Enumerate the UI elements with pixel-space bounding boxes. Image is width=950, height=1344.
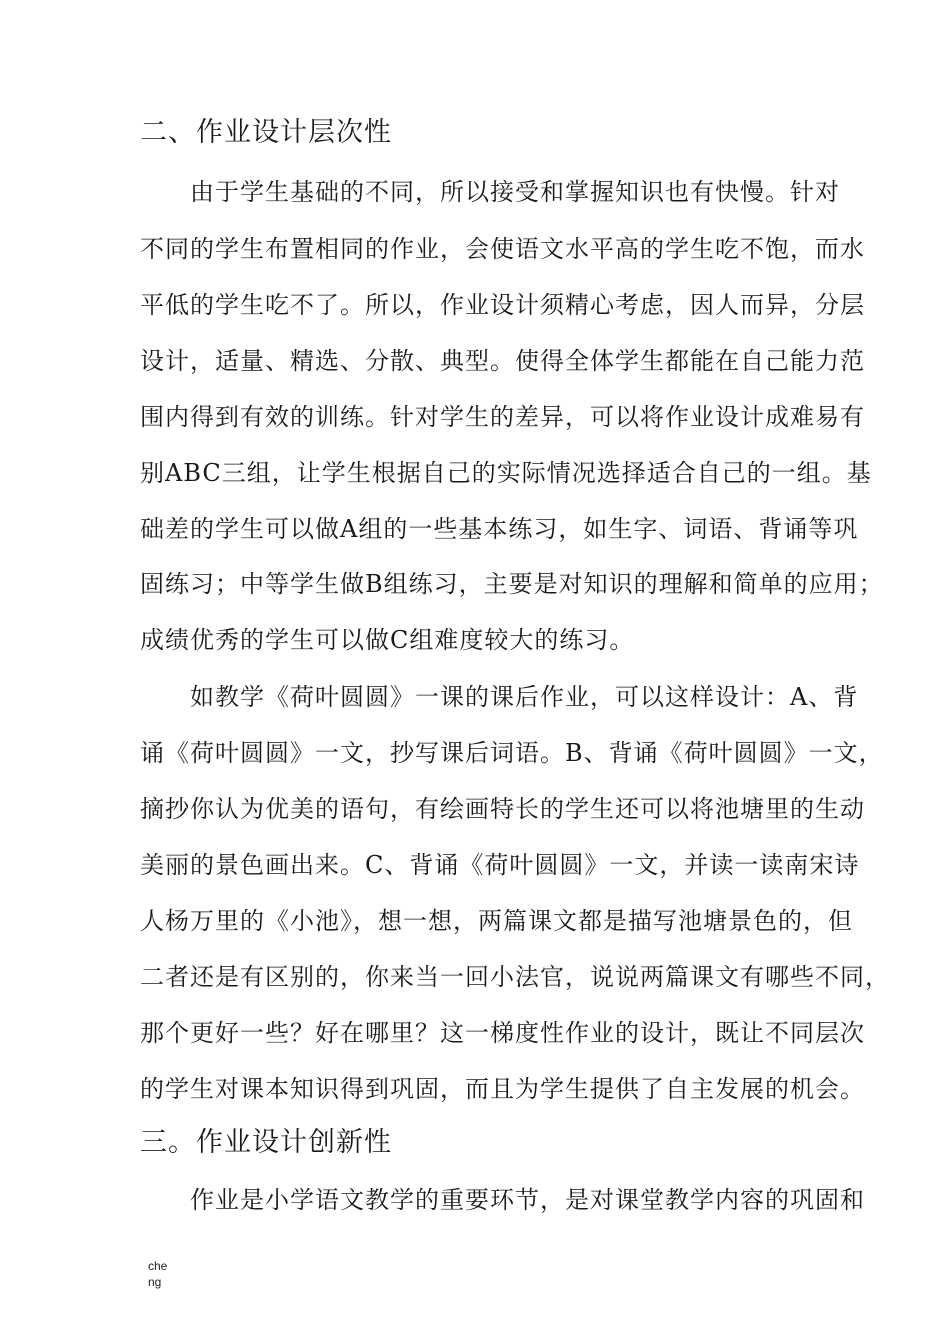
section-3-heading: 三。作业设计创新性 [140, 1127, 392, 1158]
paragraph-line: 的学生对课本知识得到巩固，而且为学生提供了自主发展的机会。 [140, 1075, 865, 1103]
paragraph-line: 设计，适量、精选、分散、典型。使得全体学生都能在自己能力范 [140, 347, 865, 375]
paragraph-line: 二者还是有区别的，你来当一回小法官，说说两篇课文有哪些不同， [140, 963, 890, 991]
paragraph-line: 成绩优秀的学生可以做C组难度较大的练习。 [140, 626, 635, 654]
paragraph-line: 础差的学生可以做A组的一些基本练习，如生字、词语、背诵等巩 [140, 515, 859, 543]
paragraph-line: 围内得到有效的训练。针对学生的差异，可以将作业设计成难易有 [140, 403, 865, 431]
paragraph-line: 平低的学生吃不了。所以，作业设计须精心考虑，因人而异，分层 [140, 291, 865, 319]
paragraph-line: 如教学《荷叶圆圆》一课的课后作业，可以这样设计：A、背 [140, 683, 859, 711]
paragraph-line: 那个更好一些？好在哪里？这一梯度性作业的设计，既让不同层次 [140, 1019, 865, 1047]
paragraph-line: 由于学生基础的不同，所以接受和掌握知识也有快慢。针对 [140, 178, 840, 206]
paragraph-line: 人杨万里的《小池》，想一想，两篇课文都是描写池塘景色的，但 [140, 907, 853, 935]
paragraph-line: 别ABC三组，让学生根据自己的实际情况选择适合自己的一组。基 [140, 459, 872, 487]
paragraph-line: 摘抄你认为优美的语句，有绘画特长的学生还可以将池塘里的生动 [140, 795, 865, 823]
footer-line-2: ng [148, 1275, 162, 1289]
footer-note [148, 1258, 167, 1290]
paragraph-line: 固练习；中等学生做B组练习，主要是对知识的理解和简单的应用； [140, 570, 884, 598]
paragraph-line: 作业是小学语文教学的重要环节，是对课堂教学内容的巩固和 [140, 1186, 865, 1214]
paragraph-line: 不同的学生布置相同的作业，会使语文水平高的学生吃不饱，而水 [140, 235, 865, 263]
section-2-heading: 二、作业设计层次性 [140, 117, 392, 148]
paragraph-line: 美丽的景色画出来。C、背诵《荷叶圆圆》一文，并读一读南宋诗 [140, 851, 860, 879]
footer-line-1: che [148, 1259, 168, 1273]
paragraph-line: 诵《荷叶圆圆》一文，抄写课后词语。B、背诵《荷叶圆圆》一文， [140, 739, 884, 767]
